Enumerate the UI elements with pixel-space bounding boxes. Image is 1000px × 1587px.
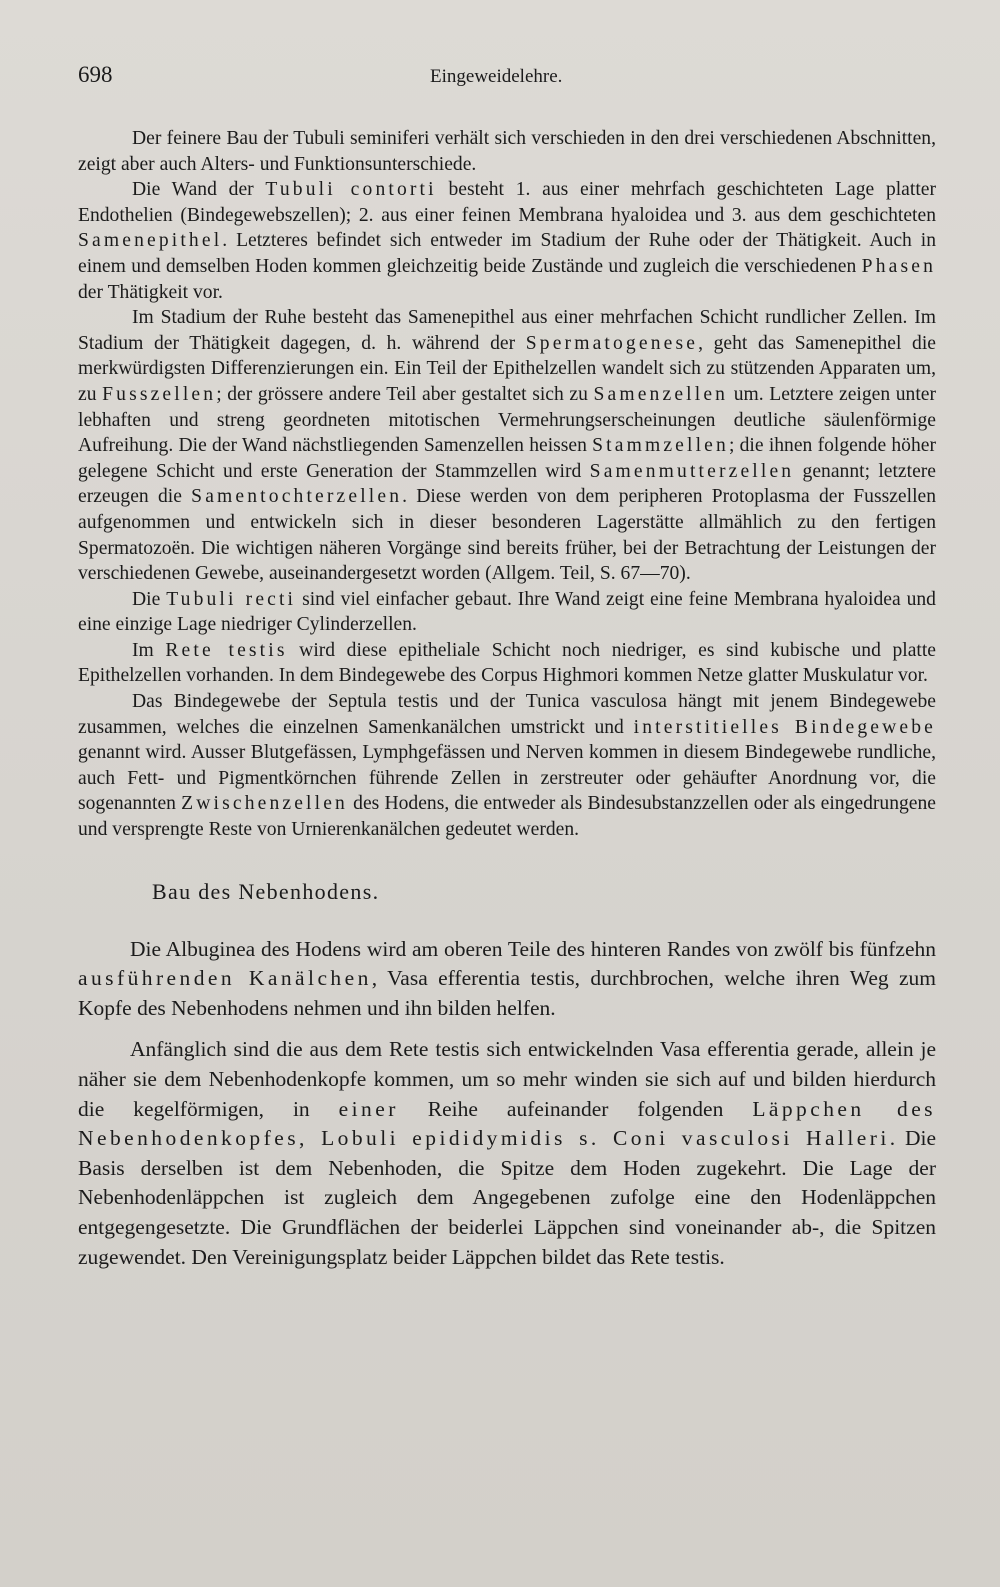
paragraph [78,689,936,843]
text-run: Reihe aufeinander folgenden [398,1096,753,1121]
spaced-term: Stammzellen [592,435,729,457]
text-run: Im Stadium der Ruhe besteht das Samenepithel aus einer mehrfachen Schicht rundlicher Zellen. Im Stadium der Thätigkeit dagegen, d. h. während der [78,307,936,354]
text-run: Im [132,639,166,661]
running-title: Eingeweidelehre. [430,66,563,87]
spaced-term: Rete testis [165,639,288,661]
spaced-term: Samenepithel [78,230,223,252]
text-run: Die Wand der [132,179,266,201]
paragraph [78,638,936,689]
paragraph [78,1035,936,1272]
spaced-term: Samentochterzellen [191,486,403,508]
text-run: genannt; letztere erzeugen die [78,460,936,508]
spaced-term: Zwischenzellen [181,793,348,815]
text-run: sind viel einfacher gebaut. Ihre Wand zeigt eine feine Membrana hyaloidea und eine einzige Lage niedriger Cylinderzellen. [78,588,936,636]
text-run: Der feinere Bau der Tubuli seminiferi verhält sich verschieden in den drei verschiedenen Abschnitten, zeigt aber auch Alters- und Funktionsunterschiede. [78,128,936,175]
spaced-term: Tubuli contorti [265,179,437,201]
text-run: um. Letztere zeigen unter lebhaften und streng geordneten mitotischen Vermehrungserscheinungen deutliche säulenförmige Aufreihung. Die der Wand nächstliegenden Samenzellen heissen [78,383,936,457]
spaced-term: interstitielles Bindegewebe [633,716,937,738]
text-run: , Vasa efferentia testis, durchbrochen, welche ihren Weg zum Kopfe des Nebenhodens nehmen und ihn bilden helfen. [78,966,936,1020]
text-run: Die [132,588,167,610]
section-heading: Bau des Nebenhodens. [152,878,380,904]
text-run: . Die Basis derselben ist dem Nebenhoden, die Spitze dem Hoden zugekehrt. Die Lage der Nebenhodenläppchen ist zugleich dem Angegebenen zufolge eine den Hodenläppchen entgegengesetzte. Die Grundflächen der beiderlei Läppchen sind voneinander ab-, die Spitzen zugewendet. Den Vereinigungsplatz beider Läppchen bildet das Rete testis. [78,1126,936,1269]
text-run: ; der grössere andere Teil aber gestaltet sich zu [216,383,594,405]
spaced-term: Spermatogenese [525,332,699,354]
page-number: 698 [78,62,113,87]
paragraph [78,177,936,305]
spaced-term: einer [338,1096,399,1121]
text-run: , geht das Samenepithel die merkwürdigsten Differenzierungen ein. Ein Teil der Epithelzellen wandelt sich zu stützenden Apparaten um, zu [78,332,936,405]
section-nebenhoden [78,935,936,1273]
page-header [78,62,936,90]
text-run: der Thätigkeit vor. [78,281,223,303]
spaced-term: Tubuli recti [166,588,297,610]
text-run: des Hodens, die entweder als Bindesubstanzzellen oder als eingedrungene und versprengte Reste von Urnierenkanälchen gedeutet werden. [78,793,936,841]
text-run: Anfänglich sind die aus dem Rete testis sich entwickelnden Vasa efferentia gerade, allein je näher sie dem Nebenhodenkopfe kommen, um so mehr winden sie sich auf und bilden hierdurch die kegelförmigen, in [78,1037,936,1121]
text-run: ; die ihnen folgende höher gelegene Schicht und erste Generation der Stammzellen wird [78,435,937,482]
spaced-term: Samenzellen [593,383,729,405]
paragraph [78,587,936,638]
text-run: . Diese werden von dem peripheren Protoplasma der Fusszellen aufgenommen und entwickeln sich in dieser besonderen Lagerstätte allmählich zu den fertigen Spermatozoën. Die wichtigen näheren Vorgänge sind bereits früher, bei der Betrachtung der Leistungen der verschiedenen Gewebe, auseinandergesetzt worden (Allgem. Teil, S. 67—70). [78,486,937,585]
text-run: Die Albuginea des Hodens wird am oberen Teile des hinteren Randes von zwölf bis fünfzehn [130,936,936,961]
text-run: besteht 1. aus einer mehrfach geschichteten Lage platter Endothelien (Bindegewebszellen); 2. aus einer feinen Membrana hyaloidea und 3. aus dem geschichteten [78,179,936,226]
spaced-term: Läppchen des Nebenhodenkopfes, Lobuli epididymidis s. Coni vasculosi Halleri [78,1096,936,1151]
spaced-term: ausführenden Kanälchen [78,966,372,991]
paragraph [78,126,936,177]
text-run: . Letzteres befindet sich entweder im Stadium der Ruhe oder der Thätigkeit. Auch in einem und demselben Hoden kommen gleichzeitig beide Zustände und zugleich die verschiedenen [78,230,936,277]
spaced-term: Fusszellen [102,383,217,405]
text-run: Das Bindegewebe der Septula testis und der Tunica vasculosa hängt mit jenem Bindegewebe zusammen, welches die einzelnen Samenkanälchen umstrickt und [78,691,936,738]
text-run: genannt wird. Ausser Blutgefässen, Lymphgefässen und Nerven kommen in diesem Bindegewebe rundliche, auch Fett- und Pigmentkörnchen führende Zellen in zerstreuter oder gehäufter Anordnung vor, die sogenannten [78,742,936,815]
paragraph [78,935,936,1024]
text-run: wird diese epitheliale Schicht noch niedriger, es sind kubische und platte Epithelzellen vorhanden. In dem Bindegewebe des Corpus Highmori kommen Netze glatter Muskulatur vor. [78,639,936,687]
paragraph [78,305,936,587]
spaced-term: Samenmutterzellen [589,460,795,482]
spaced-term: Phasen [861,255,936,277]
section-tubuli-seminiferi [78,126,936,843]
